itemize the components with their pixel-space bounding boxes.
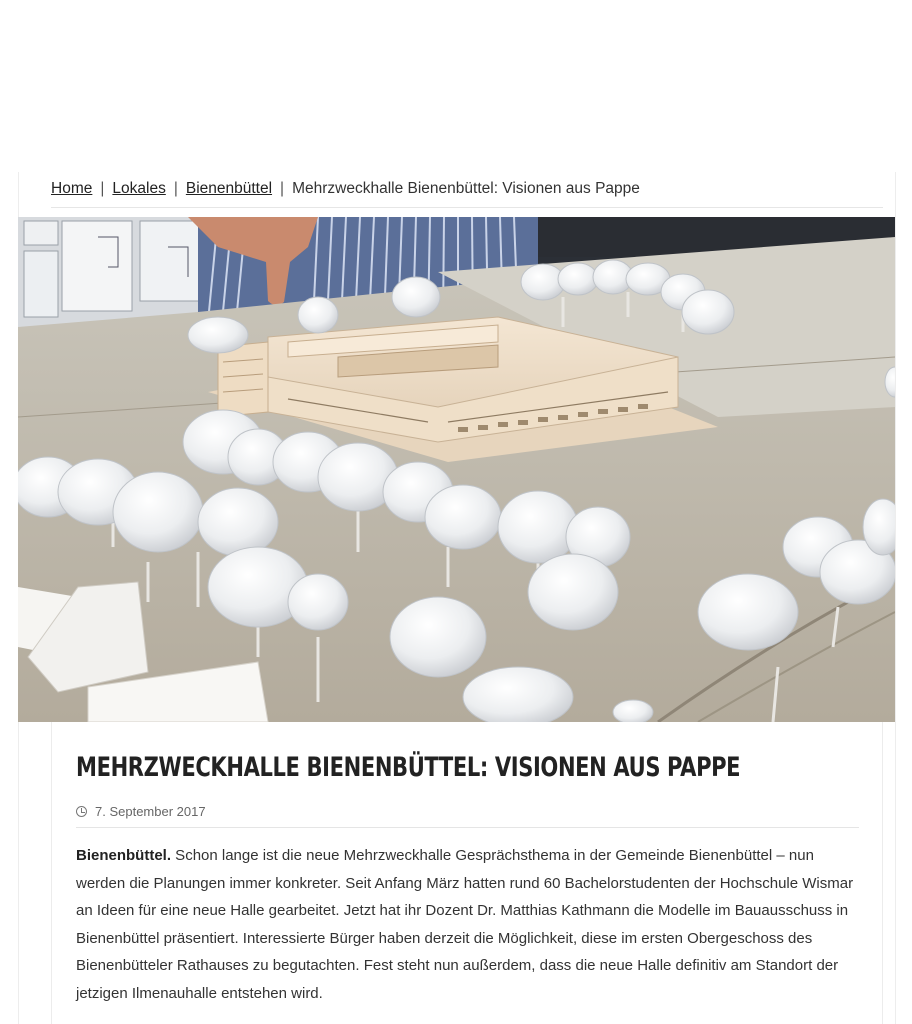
article bbox=[51, 722, 883, 1024]
article-hero-image bbox=[18, 217, 895, 722]
article-body-text: Schon lange ist die neue Mehrzweckhalle Gesprächsthema in der Gemeinde Bienenbüttel – nun werden die Planungen immer konkreter. Seit Anfang März hatten rund 60 Bachelorstudenten der Hochschule Wismar an Ideen für eine neue Halle gearbeitet. Jetzt hat ihr Dozent Dr. Matthias Kathmann die Modelle im Bauausschuss in Bienenbüttel präsentiert. Interessierte Bürger haben derzeit die Möglichkeit, diese im ersten Obergeschoss des Bienenbütteler Rathauses zu begutachten. Fest steht nun außerdem, dass die neue Halle definitiv am Standort der jetzigen Ilmenauhalle entstehen wird. bbox=[76, 847, 854, 1002]
breadcrumb-separator: | bbox=[173, 180, 178, 197]
article-title: MEHRZWECKHALLE BIENENBÜTTEL: VISIONEN AUS PAPPE bbox=[76, 752, 741, 783]
breadcrumb-lokales-link[interactable]: Lokales bbox=[112, 180, 166, 197]
article-body bbox=[76, 842, 866, 1008]
breadcrumb-current: Mehrzweckhalle Bienenbüttel: Visionen aus Pappe bbox=[292, 180, 640, 197]
article-date: 7. September 2017 bbox=[95, 804, 206, 819]
breadcrumb-separator: | bbox=[280, 180, 285, 197]
article-meta bbox=[76, 804, 859, 828]
clock-icon bbox=[76, 806, 87, 817]
breadcrumb bbox=[51, 180, 883, 208]
breadcrumb-bienenbuettel-link[interactable]: Bienenbüttel bbox=[185, 180, 273, 197]
breadcrumb-home-link[interactable]: Home bbox=[51, 180, 93, 197]
breadcrumb-separator: | bbox=[100, 180, 105, 197]
article-lead: Bienenbüttel. bbox=[76, 847, 172, 864]
architecture-model-photo bbox=[18, 217, 895, 722]
